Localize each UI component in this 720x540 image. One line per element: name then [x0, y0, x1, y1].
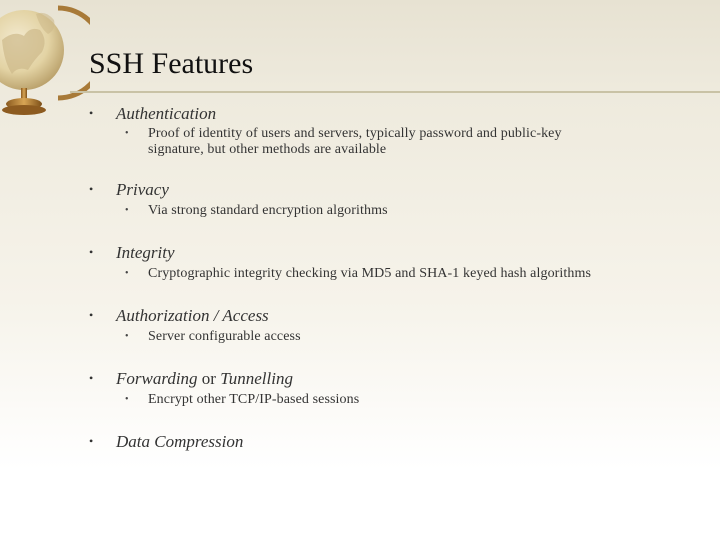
bullet-marker: •: [89, 245, 94, 259]
bullet-marker: •: [89, 106, 94, 120]
sub-item-authentication-line-2: signature, but other methods are available: [148, 142, 387, 157]
sub-item-authorization-access: Server configurable access: [148, 329, 301, 344]
sub-bullet-marker: •: [125, 205, 129, 216]
forwarding-label: Forwarding: [116, 369, 198, 388]
sub-bullet-marker: •: [125, 128, 129, 139]
bullet-integrity: Integrity: [116, 243, 175, 262]
globe-icon: [0, 0, 90, 125]
slide-title: SSH Features: [89, 47, 254, 80]
sub-item-forwarding: Encrypt other TCP/IP-based sessions: [148, 392, 360, 407]
bullet-privacy: Privacy: [116, 180, 169, 199]
bullet-marker: •: [89, 434, 94, 448]
sub-item-privacy: Via strong standard encryption algorithms: [148, 203, 388, 218]
sub-item-integrity: Cryptographic integrity checking via MD5 and SHA-1 keyed hash algorithms: [148, 266, 592, 281]
bullet-marker: •: [89, 182, 94, 196]
bullet-marker: •: [89, 371, 94, 385]
bullet-marker: •: [89, 308, 94, 322]
sub-bullet-marker: •: [125, 394, 129, 405]
sub-bullet-marker: •: [125, 331, 129, 342]
bullet-forwarding-tunnelling: [116, 369, 293, 389]
bullet-authentication: Authentication: [116, 104, 217, 123]
bullet-data-compression: Data Compression: [116, 432, 244, 451]
title-divider: [70, 91, 720, 93]
sub-bullet-marker: •: [125, 268, 129, 279]
or-connector: or: [197, 369, 221, 388]
tunnelling-label: Tunnelling: [220, 369, 293, 388]
sub-item-authentication-line-1: Proof of identity of users and servers, typically password and public-key: [148, 126, 562, 141]
bullet-authorization-access: Authorization / Access: [116, 306, 269, 325]
